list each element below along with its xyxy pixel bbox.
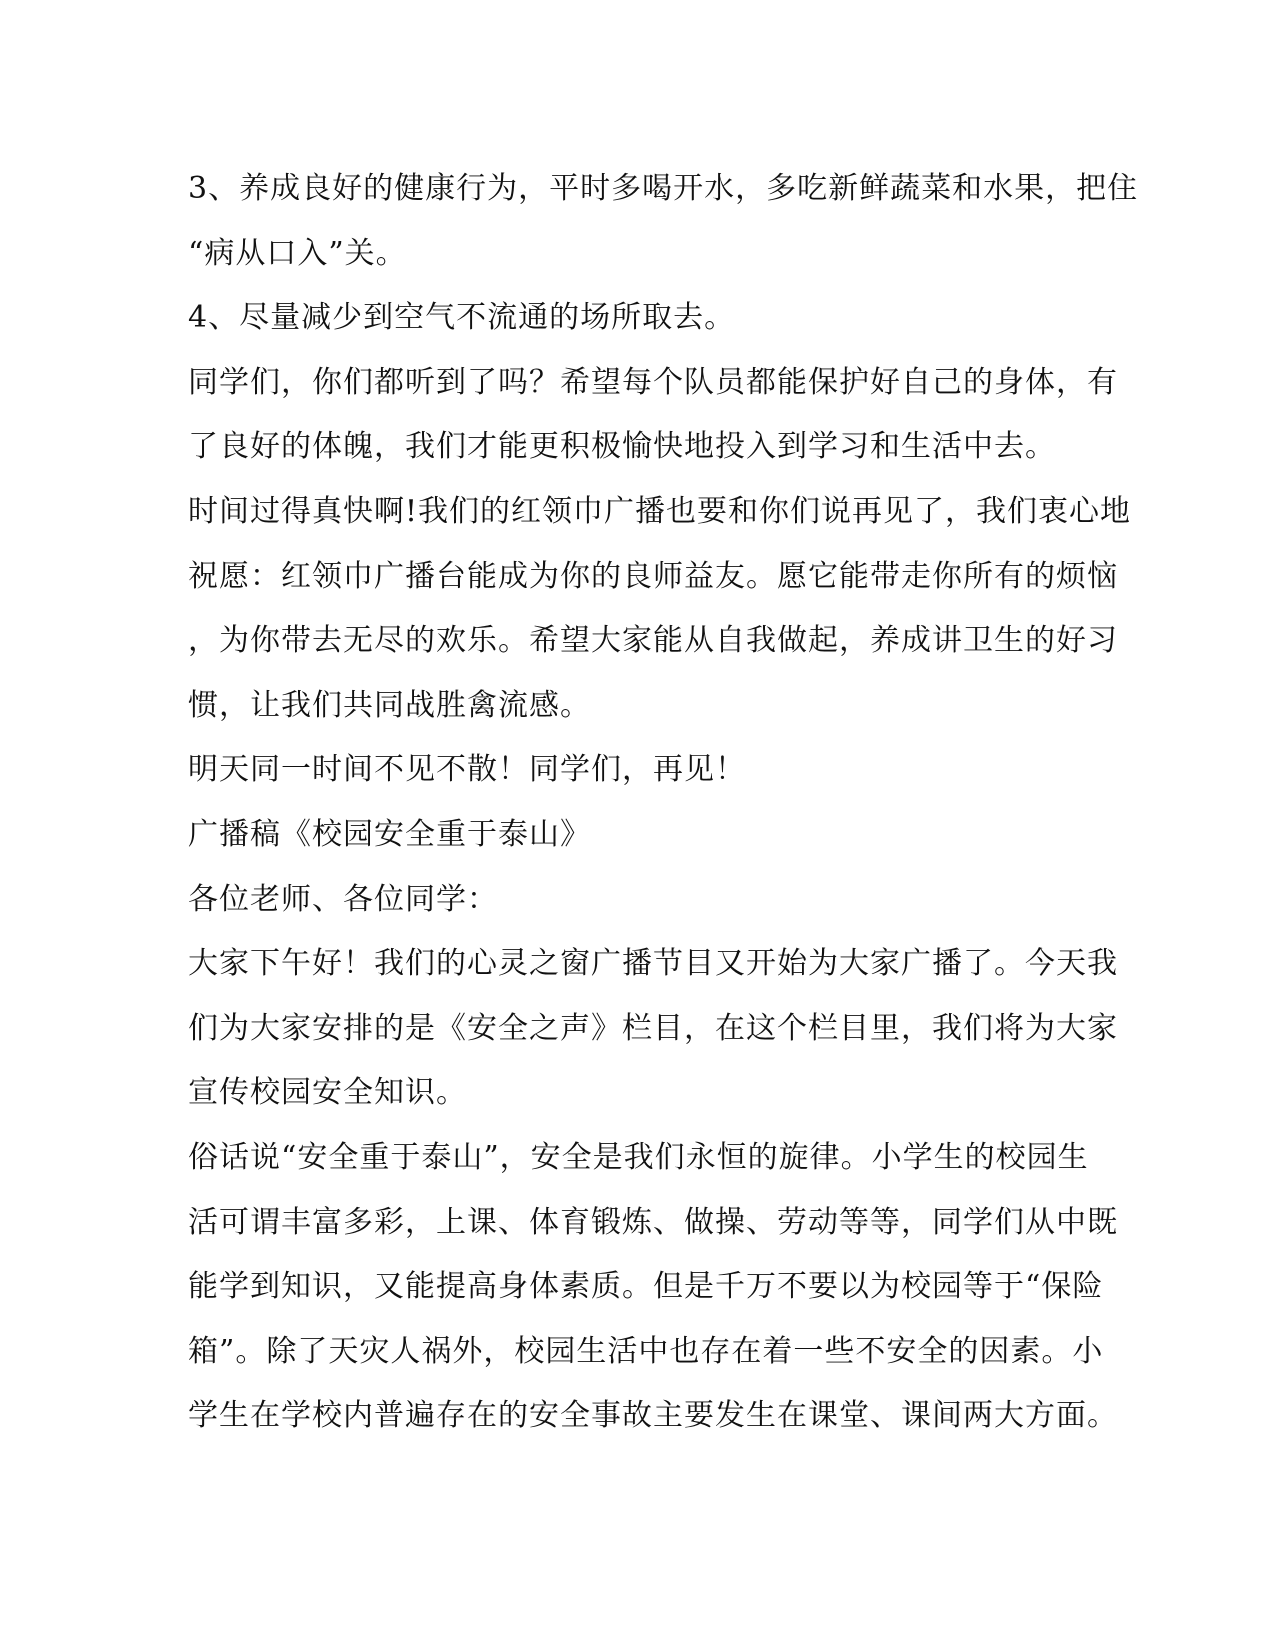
text-line-9: 惯，让我们共同战胜禽流感。 <box>188 687 591 723</box>
text-line-3: 4、尽量减少到空气不流通的场所取去。 <box>188 300 736 336</box>
text-line-17: 活可谓丰富多彩，上课、体育锻炼、做操、劳动等等，同学们从中既 <box>188 1204 1118 1240</box>
text-line-16: 俗话说“安全重于泰山”，安全是我们永恒的旋律。小学生的校园生 <box>188 1139 1089 1175</box>
text-line-6: 时间过得真快啊!我们的红领巾广播也要和你们说再见了，我们衷心地 <box>188 493 1132 529</box>
text-line-1: 3、养成良好的健康行为，平时多喝开水，多吃新鲜蔬菜和水果，把住 <box>188 171 1139 206</box>
text-line-12: 各位老师、各位同学： <box>188 881 498 917</box>
text-line-7: 祝愿：红领巾广播台能成为你的良师益友。愿它能带走你所有的烦恼 <box>188 558 1118 594</box>
text-line-20: 学生在学校内普遍存在的安全事故主要发生在课堂、课间两大方面。 <box>188 1398 1118 1434</box>
text-line-8: ，为你带去无尽的欢乐。希望大家能从自我做起，养成讲卫生的好习 <box>188 623 1118 659</box>
document-body <box>188 157 1139 1449</box>
text-line-10: 明天同一时间不见不散！同学们，再见！ <box>188 752 746 788</box>
text-line-13: 大家下午好！我们的心灵之窗广播节目又开始为大家广播了。今天我 <box>188 946 1118 982</box>
text-line-14: 们为大家安排的是《安全之声》栏目，在这个栏目里，我们将为大家 <box>188 1010 1118 1046</box>
text-line-11: 广播稿《校园安全重于泰山》 <box>188 816 591 852</box>
text-line-18: 能学到知识，又能提高身体素质。但是千万不要以为校园等于“保险 <box>188 1269 1104 1305</box>
text-line-2: “病从口入”关。 <box>188 235 407 271</box>
text-line-5: 了良好的体魄，我们才能更积极愉快地投入到学习和生活中去。 <box>188 429 1056 465</box>
text-line-19: 箱”。除了天灾人祸外，校园生活中也存在着一些不安全的因素。小 <box>188 1333 1104 1369</box>
text-line-4: 同学们，你们都听到了吗？希望每个队员都能保护好自己的身体，有 <box>188 364 1118 400</box>
text-line-15: 宣传校园安全知识。 <box>188 1075 467 1111</box>
